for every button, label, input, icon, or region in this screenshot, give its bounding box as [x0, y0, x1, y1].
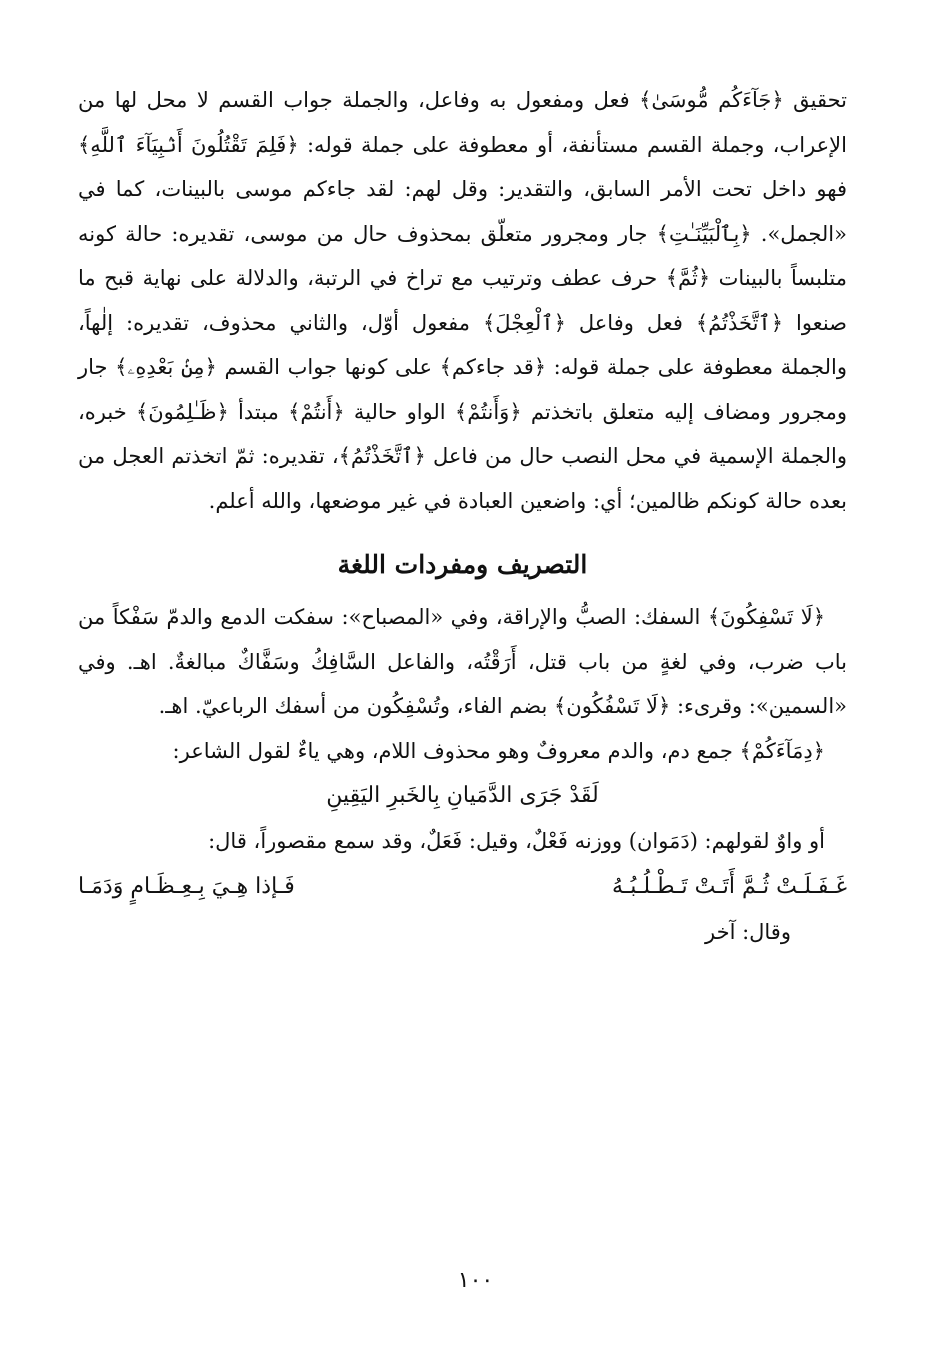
body-paragraph-2: ﴿لَا تَسْفِكُونَ﴾ السفك: الصبُّ والإراقة، وفي «المصباح»: سفكت الدمع والدمّ سَفْكاً من باب ضرب، وفي لغةٍ من باب قتل، أَرَقْتُه، والفاعل السَّافِكُ وسَفَّاكٌ مبالغةٌ. اهـ. وفي «السمين»: وقرىء: ﴿لَا تَسْفُكُون﴾ بضم الفاء، وتُسْفِكُون من أسفك الرباعيّ. اهـ. — [78, 605, 847, 718]
verse-hemistich-first: غَـفَـلَـتْ ثُـمَّ أَتَـتْ تَـطْـلُـبُـهُ — [612, 873, 847, 899]
poetry-verse-1: لَقَدْ جَرَى الدَّمَيانِ بِالخَبرِ اليَقِينِ — [326, 783, 599, 808]
body-paragraph-1: تحقيق ﴿جَآءَكُم مُّوسَىٰ﴾ فعل ومفعول به وفاعل، والجملة جواب القسم لا محل لها من الإعراب، وجملة القسم مستأنفة، أو معطوفة على جملة قوله: ﴿فَلِمَ تَقْتُلُونَ أَنۢبِيَآءَ ٱللَّهِ﴾ فهو داخل تحت الأمر السابق، والتقدير: وقل لهم: لقد جاءكم موسى بالبينات، كما في «الجمل». ﴿بِٱلْبَيِّنَـٰتِ﴾ جار ومجرور متعلّق بمحذوف حال من موسى، تقديره: حالة كونه متلبساً بالبينات ﴿ثُمَّ﴾ حرف عطف وترتيب مع تراخ في الرتبة، والدلالة على نهاية قبح ما صنعوا ﴿ٱتَّخَذْتُمُ﴾ فعل وفاعل ﴿ٱلْعِجْلَ﴾ مفعول أوّل، والثاني محذوف، تقديره: إلٰهاً، والجملة معطوفة على جملة قوله: ﴿قد جاءكم﴾ على كونها جواب القسم ﴿مِنۢ بَعْدِهِۦ﴾ جار ومجرور ومضاف إليه متعلق باتخذتم ﴿وَأَنتُمْ﴾ الواو حالية ﴿أَنتُمْ﴾ مبتدأ ﴿ظَـٰلِمُونَ﴾ خبره، والجملة الإسمية في محل النصب حال من فاعل ﴿ٱتَّخَذْتُمُ﴾، تقديره: ثمّ اتخذتم العجل من بعده حالة كونكم ظالمين؛ أي: واضعين العبادة في غير موضعها، والله أعلم. — [78, 88, 847, 513]
page-number: ١٠٠ — [457, 1268, 494, 1293]
poetry-verse-2 — [78, 864, 847, 910]
body-paragraph-4: أو واوٌ لقولهم: (دَمَوان) ووزنه فَعْلٌ، وقيل: فَعَلٌ، وقد سمع مقصوراً، قال: — [208, 829, 825, 853]
body-paragraph-3: ﴿دِمَآءَكُمْ﴾ جمع دم، والدم معروفٌ وهو محذوف اللام، وهي ياءٌ لقول الشاعر: — [172, 738, 825, 763]
line-after-verse: وقال: آخر — [705, 919, 791, 944]
verse-hemistich-second: فَـإذا هِـيَ بِـعِـظَـامٍ وَدَمَـا — [78, 873, 295, 899]
section-heading: التصريف ومفردات اللغة — [337, 550, 588, 579]
